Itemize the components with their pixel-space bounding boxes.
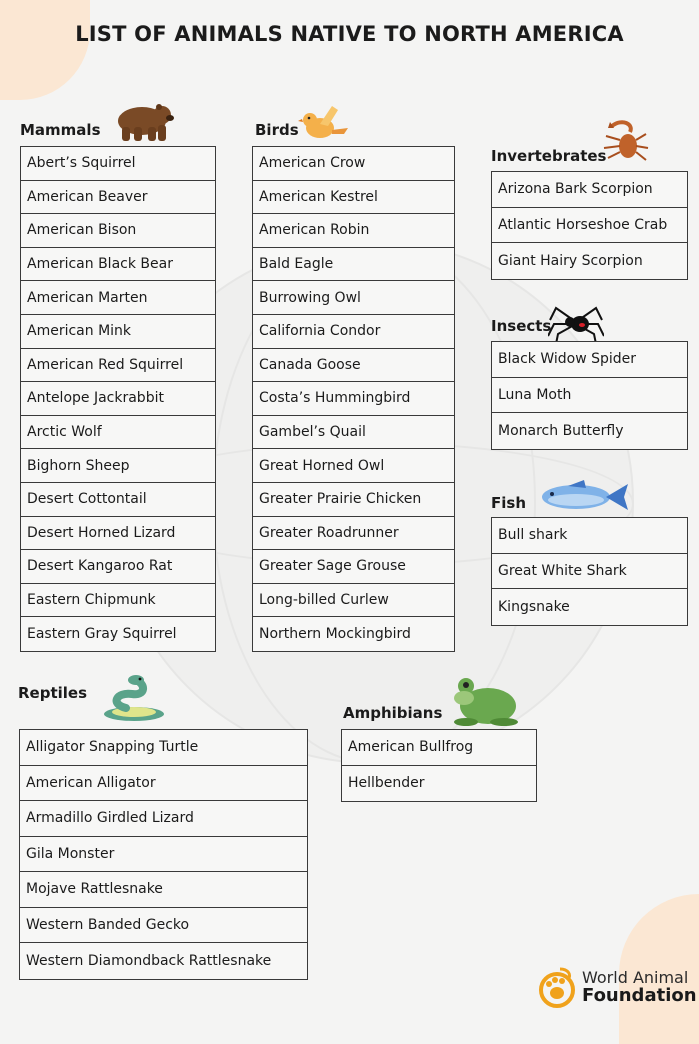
birds-list-item: California Condor	[253, 315, 454, 349]
mammals-list-item: American Marten	[21, 281, 215, 315]
reptiles-list-item: American Alligator	[20, 766, 307, 802]
insects-title: Insects	[491, 317, 552, 335]
mammals-list-item: American Red Squirrel	[21, 349, 215, 383]
amphibians-title: Amphibians	[343, 704, 443, 722]
birds-list-item: American Kestrel	[253, 181, 454, 215]
birds-list-item: American Crow	[253, 147, 454, 181]
mammals-list-item: Eastern Gray Squirrel	[27, 626, 177, 643]
reptiles-list-item: Mojave Rattlesnake	[20, 872, 307, 908]
frog-icon	[450, 674, 520, 726]
birds-list-item: Great Horned Owl	[253, 449, 454, 483]
amphibians-table	[341, 729, 537, 802]
birds-list-item: Greater Sage Grouse	[253, 550, 454, 584]
fish-icon	[540, 480, 630, 514]
logo-line-1: World Animal	[582, 968, 689, 988]
invertebrates-list-item: Arizona Bark Scorpion	[492, 172, 687, 208]
mammals-list-item: American Mink	[21, 315, 215, 349]
reptiles-table	[19, 729, 308, 980]
invertebrates-title: Invertebrates	[491, 147, 607, 165]
mammals-list-item: American Black Bear	[21, 248, 215, 282]
mammals-title: Mammals	[20, 121, 101, 139]
birds-list-item: Greater Roadrunner	[253, 517, 454, 551]
mammals-list-item: Antelope Jackrabbit	[21, 382, 215, 416]
logo-line-2: Foundation	[582, 984, 697, 1006]
birds-title: Birds	[255, 121, 299, 139]
mammals-list-item: Arctic Wolf	[21, 416, 215, 450]
invertebrates-table	[491, 171, 688, 280]
fish-table	[491, 517, 688, 626]
mammals-list-item: Desert Cottontail	[21, 483, 215, 517]
reptiles-title: Reptiles	[18, 684, 88, 702]
mammals-list-item: American Beaver	[21, 181, 215, 215]
birds-list-item: Costa’s Hummingbird	[253, 382, 454, 416]
birds-list-item: Gambel’s Quail	[253, 416, 454, 450]
fish-title: Fish	[491, 494, 526, 512]
birds-list-item: Long-billed Curlew	[253, 584, 454, 618]
reptiles-list-item: Western Banded Gecko	[20, 908, 307, 944]
reptiles-list-item: Gila Monster	[20, 837, 307, 873]
birds-list-item: Greater Prairie Chicken	[253, 483, 454, 517]
paw-globe-icon	[538, 967, 576, 1009]
mammals-list-item: Abert’s Squirrel	[21, 147, 215, 181]
insects-list-item: Black Widow Spider	[492, 342, 687, 378]
fish-list-item: Great White Shark	[492, 554, 687, 590]
reptiles-list-item: Alligator Snapping Turtle	[20, 730, 307, 766]
mammals-list-item: Bighorn Sheep	[21, 449, 215, 483]
birds-list-item: Bald Eagle	[253, 248, 454, 282]
mammals-table	[20, 146, 216, 652]
fish-list-item: Bull shark	[492, 518, 687, 554]
world-animal-foundation-logo	[538, 967, 697, 1009]
fish-list-item: Kingsnake	[498, 598, 570, 615]
invertebrates-list-item: Atlantic Horseshoe Crab	[492, 208, 687, 244]
mammals-list-item: Desert Horned Lizard	[21, 517, 215, 551]
reptiles-list-item: Western Diamondback Rattlesnake	[26, 952, 272, 969]
bird-icon	[298, 102, 350, 142]
insects-list-item: Monarch Butterfly	[498, 422, 624, 439]
amphibians-list-item: Hellbender	[348, 775, 425, 792]
decorative-blob-top-left	[0, 0, 90, 100]
mammals-list-item: Eastern Chipmunk	[21, 584, 215, 618]
insects-list-item: Luna Moth	[492, 378, 687, 414]
birds-list-item: Burrowing Owl	[253, 281, 454, 315]
birds-list-item: Canada Goose	[253, 349, 454, 383]
mammals-list-item: American Bison	[21, 214, 215, 248]
scorpion-icon	[600, 118, 650, 168]
birds-table	[252, 146, 455, 652]
page-title: LIST OF ANIMALS NATIVE TO NORTH AMERICA	[75, 22, 624, 46]
amphibians-list-item: American Bullfrog	[342, 730, 536, 766]
snake-icon	[96, 674, 166, 722]
insects-table	[491, 341, 688, 450]
invertebrates-list-item: Giant Hairy Scorpion	[498, 252, 643, 269]
mammals-list-item: Desert Kangaroo Rat	[21, 550, 215, 584]
bear-icon	[110, 97, 174, 143]
spider-icon	[548, 302, 604, 344]
birds-list-item: Northern Mockingbird	[259, 626, 411, 643]
birds-list-item: American Robin	[253, 214, 454, 248]
reptiles-list-item: Armadillo Girdled Lizard	[20, 801, 307, 837]
